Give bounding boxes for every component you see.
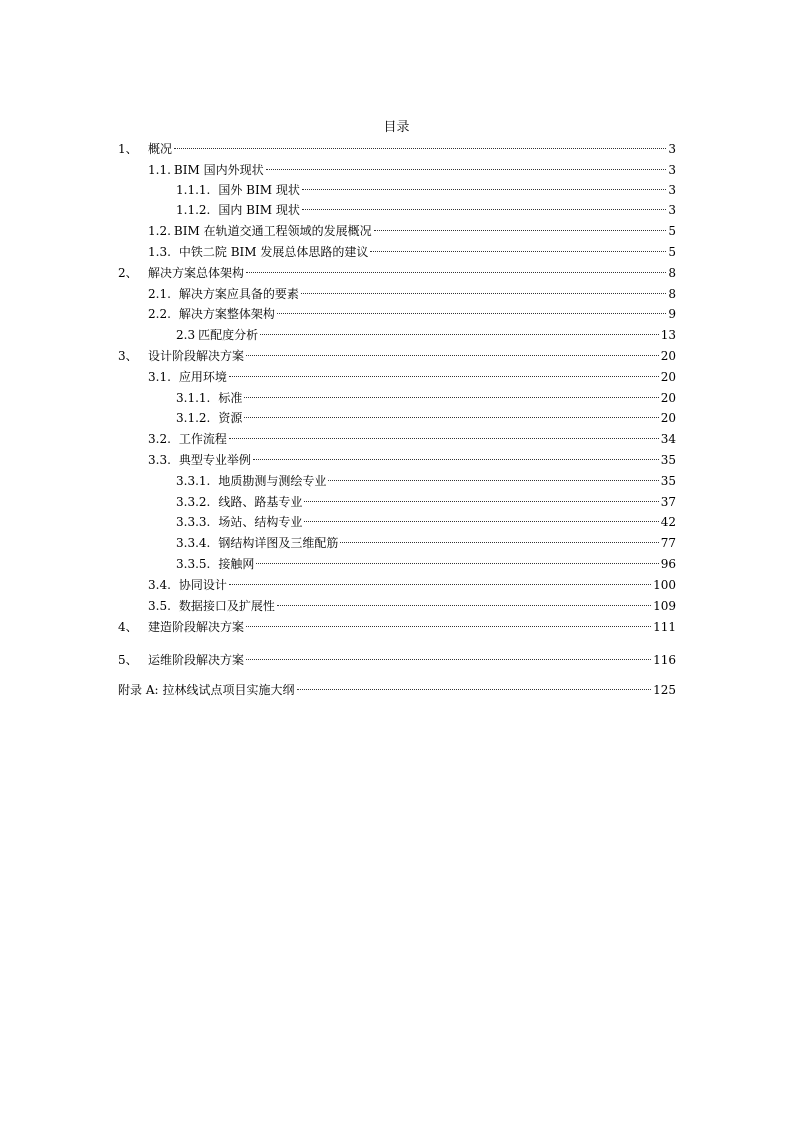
toc-leader-dots [174, 148, 666, 149]
toc-entry-page: 3 [668, 203, 676, 217]
toc-entry[interactable] [0, 575, 676, 595]
toc-entry-number: 3、 [118, 349, 138, 363]
toc-entry-number: 1.2. [148, 224, 171, 238]
toc-leader-dots [370, 251, 666, 252]
toc-entry-page: 37 [660, 495, 676, 509]
toc-entry-page: 125 [653, 683, 676, 697]
toc-entry-number: 3.2. [148, 432, 171, 446]
toc-entry-number: 2.3 [176, 328, 196, 342]
toc-leader-dots [304, 501, 658, 502]
toc-entry[interactable] [0, 221, 676, 241]
toc-entry-page: 8 [668, 266, 676, 280]
toc-entry-label: 中铁二院 BIM 发展总体思路的建议 [178, 245, 369, 259]
toc-leader-dots [244, 397, 658, 398]
toc-leader-dots [229, 438, 659, 439]
toc-entry-page: 42 [660, 515, 676, 529]
toc-entry-page: 96 [660, 557, 676, 571]
toc-entry-label: 地质勘测与测绘专业 [218, 474, 327, 488]
toc-entry[interactable] [0, 554, 676, 574]
toc-entry-label: 钢结构详图及三维配筋 [218, 536, 339, 550]
toc-entry-label: 线路、路基专业 [218, 495, 303, 509]
toc-entry-number: 3.1.1. [176, 391, 211, 405]
toc-leader-dots [340, 542, 658, 543]
toc-entry-number: 2、 [118, 266, 138, 280]
toc-leader-dots [244, 417, 658, 418]
toc-entry[interactable] [0, 429, 676, 449]
toc-entry-number: 3.4. [148, 578, 171, 592]
toc-leader-dots [229, 584, 651, 585]
toc-entry-label: 标准 [218, 391, 243, 405]
toc-entry-label: 拉林线试点项目实施大纲 [162, 683, 295, 697]
toc-leader-dots [246, 626, 651, 627]
toc-title: 目录 [383, 120, 410, 135]
toc-entry[interactable] [0, 512, 676, 532]
toc-entry-page: 8 [668, 287, 676, 301]
toc-entry-page: 13 [660, 328, 676, 342]
toc-entry-page: 9 [668, 307, 676, 321]
toc-entry-number: 4、 [118, 620, 138, 634]
toc-entry-number: 3.3.1. [176, 474, 211, 488]
toc-entry-label: BIM 国内外现状 [173, 163, 264, 177]
toc-entry[interactable] [0, 650, 676, 670]
toc-entry-label: 国内 BIM 现状 [218, 203, 300, 217]
toc-entry-number: 3.3. [148, 453, 171, 467]
toc-entry-page: 100 [653, 578, 676, 592]
toc-leader-dots [277, 605, 651, 606]
toc-leader-dots [328, 480, 658, 481]
toc-leader-dots [297, 689, 652, 690]
toc-leader-dots [301, 293, 666, 294]
toc-entry-label: 接触网 [218, 557, 255, 571]
toc-entry[interactable] [0, 242, 676, 262]
toc-entry-number: 3.3.4. [176, 536, 211, 550]
toc-entry-label: 典型专业举例 [178, 453, 251, 467]
toc-entry-label: 解决方案整体架构 [178, 307, 275, 321]
toc-entry-number: 2.1. [148, 287, 171, 301]
toc-leader-dots [302, 209, 666, 210]
toc-leader-dots [304, 521, 658, 522]
toc-entry-number: 3.3.2. [176, 495, 211, 509]
toc-entry-label: 概况 [148, 142, 173, 156]
toc-entry[interactable] [0, 533, 676, 553]
toc-entry[interactable] [0, 325, 676, 345]
toc-entry-number: 2.2. [148, 307, 171, 321]
toc-leader-dots [246, 272, 666, 273]
toc-entry[interactable] [0, 408, 676, 428]
toc-leader-dots [229, 376, 659, 377]
toc-entry[interactable] [0, 284, 676, 304]
toc-entry[interactable] [0, 346, 676, 366]
toc-entry-label: 建造阶段解决方案 [148, 620, 245, 634]
toc-entry-number: 5、 [118, 653, 138, 667]
toc-entry-number: 3.1. [148, 370, 171, 384]
toc-entry-label: BIM 在轨道交通工程领域的发展概况 [173, 224, 372, 238]
toc-entry[interactable] [0, 367, 676, 387]
toc-entry[interactable] [0, 263, 676, 283]
toc-entry-number: 3.3.3. [176, 515, 211, 529]
toc-entry-number: 1、 [118, 142, 138, 156]
toc-entry-page: 77 [660, 536, 676, 550]
toc-leader-dots [374, 230, 666, 231]
toc-entry-label: 协同设计 [178, 578, 227, 592]
toc-entry[interactable] [0, 160, 676, 180]
toc-entry[interactable] [0, 304, 676, 324]
toc-entry-page: 20 [660, 370, 676, 384]
toc-entry-page: 35 [660, 474, 676, 488]
toc-entry-number: 3.3.5. [176, 557, 211, 571]
toc-entry-page: 111 [653, 620, 676, 634]
toc-entry-page: 3 [668, 163, 676, 177]
toc-entry-number: 1.3. [148, 245, 171, 259]
toc-entry[interactable] [0, 180, 676, 200]
toc-entry[interactable] [0, 200, 676, 220]
toc-entry-page: 116 [653, 653, 676, 667]
toc-leader-dots [266, 169, 666, 170]
toc-entry[interactable] [0, 471, 676, 491]
toc-leader-dots [256, 563, 658, 564]
toc-entry[interactable] [0, 492, 676, 512]
toc-entry-number: 附录 A: [118, 683, 159, 697]
toc-entry-number: 1.1.1. [176, 183, 211, 197]
toc-leader-dots [253, 459, 659, 460]
toc-entry-page: 20 [660, 391, 676, 405]
toc-entry-number: 3.1.2. [176, 411, 211, 425]
toc-entry-page: 34 [660, 432, 676, 446]
toc-leader-dots [246, 355, 659, 356]
toc-leader-dots [277, 313, 666, 314]
toc-entry-page: 35 [660, 453, 676, 467]
toc-entry-number: 1.1.2. [176, 203, 211, 217]
toc-entry-page: 5 [668, 224, 676, 238]
toc-entry-label: 工作流程 [178, 432, 227, 446]
toc-entry-label: 国外 BIM 现状 [218, 183, 300, 197]
toc-entry-label: 解决方案总体架构 [148, 266, 245, 280]
toc-entry-label: 数据接口及扩展性 [178, 599, 275, 613]
toc-entry[interactable] [0, 388, 676, 408]
toc-entry-label: 匹配度分析 [198, 328, 259, 342]
toc-entry[interactable] [0, 680, 676, 700]
toc-entry-number: 3.5. [148, 599, 171, 613]
toc-entry-page: 3 [668, 183, 676, 197]
toc-entry-label: 场站、结构专业 [218, 515, 303, 529]
toc-entry-page: 20 [660, 411, 676, 425]
toc-entry[interactable] [0, 450, 676, 470]
toc-leader-dots [246, 659, 651, 660]
toc-entry[interactable] [0, 596, 676, 616]
toc-entry-label: 设计阶段解决方案 [148, 349, 245, 363]
toc-leader-dots [260, 334, 659, 335]
toc-entry-page: 109 [653, 599, 676, 613]
toc-entry[interactable] [0, 617, 676, 637]
toc-entry[interactable] [0, 139, 676, 159]
toc-entry-label: 应用环境 [178, 370, 227, 384]
toc-leader-dots [302, 189, 666, 190]
toc-entry-label: 解决方案应具备的要素 [178, 287, 299, 301]
toc-entry-label: 资源 [218, 411, 243, 425]
toc-entry-number: 1.1. [148, 163, 171, 177]
toc-entry-page: 3 [668, 142, 676, 156]
toc-entry-page: 5 [668, 245, 676, 259]
toc-entry-label: 运维阶段解决方案 [148, 653, 245, 667]
toc-entry-page: 20 [660, 349, 676, 363]
